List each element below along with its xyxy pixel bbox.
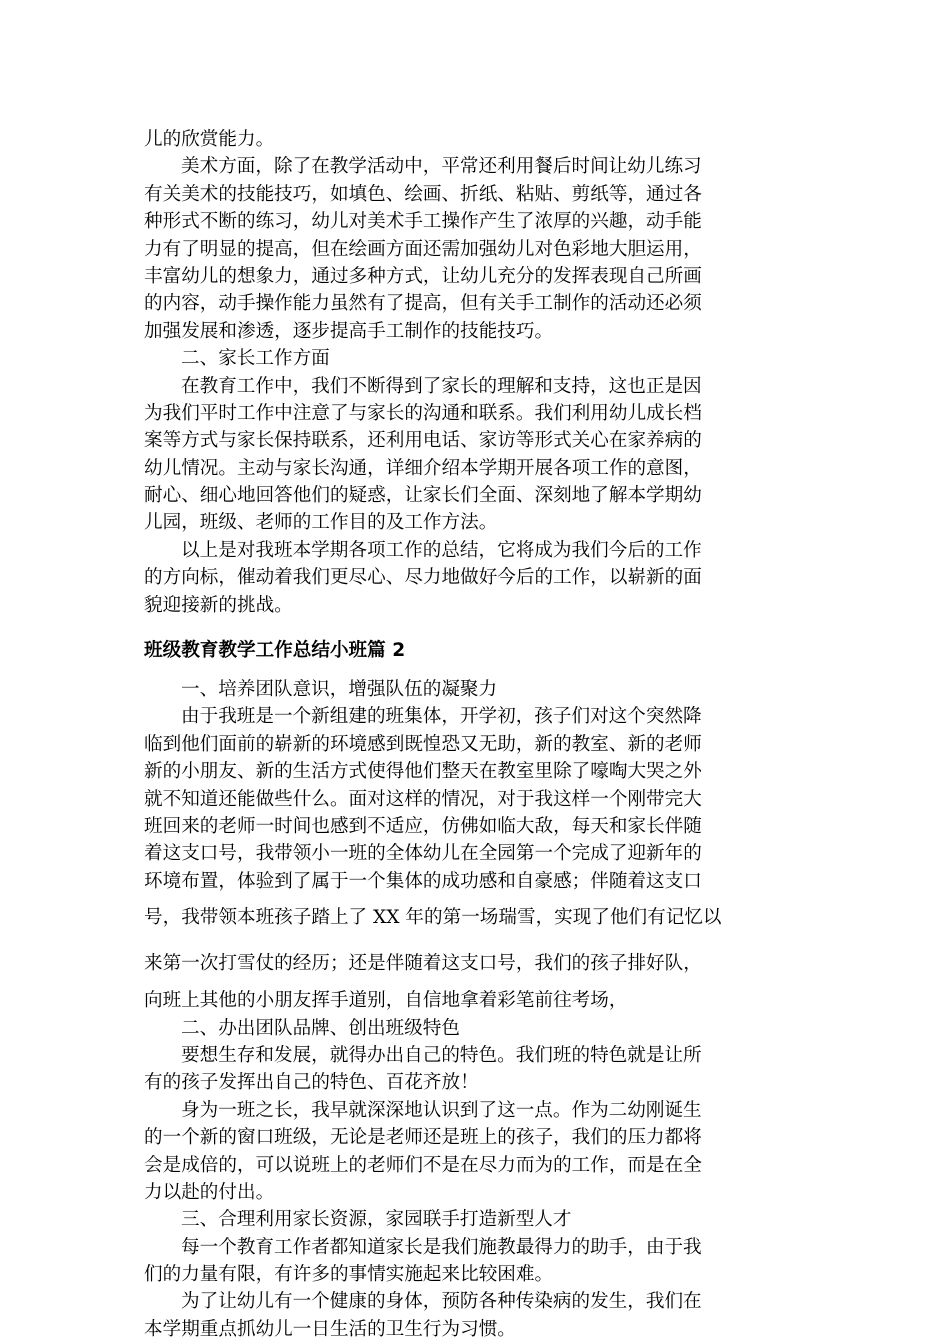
section-bottom	[144, 987, 808, 1343]
text-line: 的方向标，催动着我们更尽心、尽力地做好今后的工作，以崭新的面	[144, 567, 702, 589]
text-line: 每一个教育工作者都知道家长是我们施教最得力的助手，由于我	[181, 1236, 702, 1258]
text-line: 一、培养团队意识，增强队伍的凝聚力	[181, 679, 498, 701]
text-line: 向班上其他的小朋友挥手道别，自信地拿着彩笔前往考场，	[144, 990, 628, 1012]
text-line: 幼儿情况。主动与家长沟通，详细介绍本学期开展各项工作的意图，	[144, 457, 702, 479]
text-line: 加强发展和渗透，逐步提高手工制作的技能技巧。	[144, 320, 554, 342]
text-line: 来第一次打雪仗的经历；还是伴随着这支口号，我们的孩子排好队，	[144, 953, 702, 975]
document-page	[144, 126, 808, 1343]
section-tall	[144, 895, 808, 987]
text-line: 的内容，动手操作能力虽然有了提高，但有关手工制作的活动还必须	[144, 293, 702, 315]
text-line: 们的力量有限，有许多的事情实施起来比较困难。	[144, 1264, 554, 1286]
text-line: 有关美术的技能技巧，如填色、绘画、折纸、粘贴、剪纸等，通过各	[144, 183, 702, 205]
text-line: 新的小朋友、新的生活方式使得他们整天在教室里除了嚎啕大哭之外	[144, 761, 702, 783]
text-line: 环境布置，体验到了属于一个集体的成功感和自豪感；伴随着这支口	[144, 870, 702, 892]
text-line: 由于我班是一个新组建的班集体，开学初，孩子们对这个突然降	[181, 706, 702, 728]
text-line: 为我们平时工作中注意了与家长的沟通和联系。我们利用幼儿成长档	[144, 402, 702, 424]
text-line: 案等方式与家长保持联系，还利用电话、家访等形式关心在家养病的	[144, 430, 702, 452]
text-line: 临到他们面前的崭新的环境感到既惶恐又无助，新的教室、新的老师	[144, 733, 702, 755]
text-line: 为了让幼儿有一个健康的身体，预防各种传染病的发生，我们在	[181, 1291, 702, 1313]
text-line: 就不知道还能做些什么。面对这样的情况，对于我这样一个刚带完大	[144, 788, 702, 810]
text-line: 三、合理利用家长资源，家园联手打造新型人才	[181, 1209, 572, 1231]
section-top	[144, 126, 808, 619]
text-line: 以上是对我班本学期各项工作的总结，它将成为我们今后的工作	[181, 539, 702, 561]
text-line: 身为一班之长，我早就深深地认识到了这一点。作为二幼刚诞生	[181, 1099, 702, 1121]
text-line: 美术方面，除了在教学活动中，平常还利用餐后时间让幼儿练习	[181, 156, 702, 178]
text-line: 丰富幼儿的想象力，通过多种方式，让幼儿充分的发挥表现自己所画	[144, 265, 702, 287]
text-line: 着这支口号，我带领小一班的全体幼儿在全园第一个完成了迎新年的	[144, 843, 702, 865]
text-line: 的一个新的窗口班级，无论是老师还是班上的孩子，我们的压力都将	[144, 1127, 702, 1149]
section-mid	[144, 676, 808, 895]
text-line: 种形式不断的练习，幼儿对美术手工操作产生了浓厚的兴趣，动手能	[144, 211, 702, 233]
section-heading: 班级教育教学工作总结小班篇 2	[144, 640, 406, 662]
text-line: 本学期重点抓幼儿一日生活的卫生行为习惯。	[144, 1318, 516, 1340]
text-line: 儿的欣赏能力。	[144, 129, 275, 150]
text-line: 力有了明显的提高，但在绘画方面还需加强幼儿对色彩地大胆运用，	[144, 238, 702, 260]
text-line: 儿园，班级、老师的工作目的及工作方法。	[144, 512, 498, 534]
text-line: 力以赴的付出。	[144, 1181, 275, 1203]
text-line: 要想生存和发展，就得办出自己的特色。我们班的特色就是让所	[181, 1044, 702, 1066]
text-line: 耐心、细心地回答他们的疑惑，让家长们全面、深刻地了解本学期幼	[144, 485, 702, 507]
text-line: 二、办出团队品牌、创出班级特色	[181, 1017, 460, 1039]
text-line: 二、家长工作方面	[181, 348, 330, 370]
text-line: 号，我带领本班孩子踏上了 XX 年的第一场瑞雪，实现了他们有记忆以	[144, 907, 722, 929]
text-line: 班回来的老师一时间也感到不适应，仿佛如临大敌，每天和家长伴随	[144, 815, 702, 837]
text-line: 会是成倍的，可以说班上的老师们不是在尽力而为的工作，而是在全	[144, 1154, 702, 1176]
text-line: 貌迎接新的挑战。	[144, 594, 293, 616]
text-line: 在教育工作中，我们不断得到了家长的理解和支持，这也正是因	[181, 375, 702, 397]
text-line: 有的孩子发挥出自己的特色、百花齐放！	[144, 1072, 479, 1094]
